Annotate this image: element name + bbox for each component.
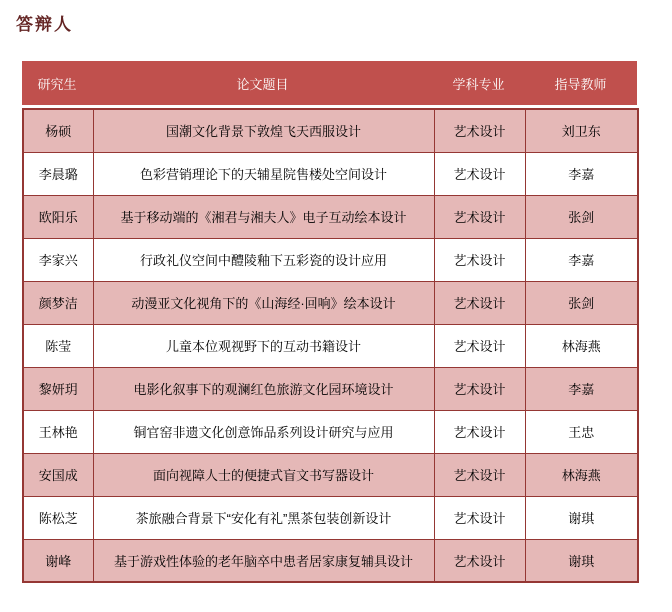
page-title: 答辩人 bbox=[16, 15, 73, 34]
cell-student-name: 谢峰 bbox=[23, 539, 93, 582]
cell-major: 艺术设计 bbox=[434, 195, 525, 238]
cell-major: 艺术设计 bbox=[434, 453, 525, 496]
cell-major: 艺术设计 bbox=[434, 410, 525, 453]
table-header-row bbox=[22, 61, 637, 105]
table-body-rows bbox=[23, 109, 638, 582]
cell-advisor: 刘卫东 bbox=[525, 109, 638, 152]
cell-student-name: 陈松芝 bbox=[23, 496, 93, 539]
table-row bbox=[23, 195, 638, 238]
cell-thesis-title: 色彩营销理论下的天辅星院售楼处空间设计 bbox=[93, 152, 434, 195]
defense-table bbox=[22, 61, 637, 583]
table-row bbox=[23, 453, 638, 496]
cell-thesis-title: 基于移动端的《湘君与湘夫人》电子互动绘本设计 bbox=[93, 195, 434, 238]
cell-thesis-title: 基于游戏性体验的老年脑卒中患者居家康复辅具设计 bbox=[93, 539, 434, 582]
cell-student-name: 黎妍玥 bbox=[23, 367, 93, 410]
table-row bbox=[23, 109, 638, 152]
cell-major: 艺术设计 bbox=[434, 109, 525, 152]
cell-major: 艺术设计 bbox=[434, 238, 525, 281]
cell-major: 艺术设计 bbox=[434, 539, 525, 582]
cell-advisor: 张剑 bbox=[525, 281, 638, 324]
cell-thesis-title: 国潮文化背景下敦煌飞天西服设计 bbox=[93, 109, 434, 152]
cell-thesis-title: 电影化叙事下的观澜红色旅游文化园环境设计 bbox=[93, 367, 434, 410]
table-row bbox=[23, 324, 638, 367]
table-row bbox=[23, 281, 638, 324]
cell-thesis-title: 面向视障人士的便捷式盲文书写器设计 bbox=[93, 453, 434, 496]
cell-thesis-title: 行政礼仪空间中醴陵釉下五彩瓷的设计应用 bbox=[93, 238, 434, 281]
cell-student-name: 王林艳 bbox=[23, 410, 93, 453]
table-row bbox=[23, 152, 638, 195]
cell-student-name: 李家兴 bbox=[23, 238, 93, 281]
table-row bbox=[23, 496, 638, 539]
cell-thesis-title: 铜官窑非遗文化创意饰品系列设计研究与应用 bbox=[93, 410, 434, 453]
cell-advisor: 林海燕 bbox=[525, 453, 638, 496]
cell-advisor: 张剑 bbox=[525, 195, 638, 238]
header-student: 研究生 bbox=[37, 76, 77, 92]
table-row bbox=[23, 539, 638, 582]
cell-thesis-title: 动漫亚文化视角下的《山海经·回响》绘本设计 bbox=[93, 281, 434, 324]
cell-student-name: 欧阳乐 bbox=[23, 195, 93, 238]
cell-advisor: 李嘉 bbox=[525, 238, 638, 281]
cell-advisor: 谢琪 bbox=[525, 539, 638, 582]
cell-thesis-title: 儿童本位观视野下的互动书籍设计 bbox=[93, 324, 434, 367]
table-row bbox=[23, 238, 638, 281]
cell-major: 艺术设计 bbox=[434, 324, 525, 367]
table-row bbox=[23, 367, 638, 410]
cell-student-name: 李晨璐 bbox=[23, 152, 93, 195]
cell-major: 艺术设计 bbox=[434, 281, 525, 324]
cell-student-name: 陈莹 bbox=[23, 324, 93, 367]
cell-student-name: 颜梦洁 bbox=[23, 281, 93, 324]
header-major: 学科专业 bbox=[452, 76, 505, 92]
cell-student-name: 安国成 bbox=[23, 453, 93, 496]
header-thesis-title: 论文题目 bbox=[236, 76, 289, 92]
table-row bbox=[23, 410, 638, 453]
cell-major: 艺术设计 bbox=[434, 152, 525, 195]
cell-student-name: 杨硕 bbox=[23, 109, 93, 152]
cell-advisor: 李嘉 bbox=[525, 152, 638, 195]
cell-advisor: 谢琪 bbox=[525, 496, 638, 539]
header-advisor: 指导教师 bbox=[554, 76, 607, 92]
cell-advisor: 李嘉 bbox=[525, 367, 638, 410]
cell-major: 艺术设计 bbox=[434, 367, 525, 410]
cell-thesis-title: 茶旅融合背景下“安化有礼”黑茶包装创新设计 bbox=[93, 496, 434, 539]
cell-advisor: 林海燕 bbox=[525, 324, 638, 367]
cell-advisor: 王忠 bbox=[525, 410, 638, 453]
cell-major: 艺术设计 bbox=[434, 496, 525, 539]
table-body bbox=[22, 108, 639, 583]
